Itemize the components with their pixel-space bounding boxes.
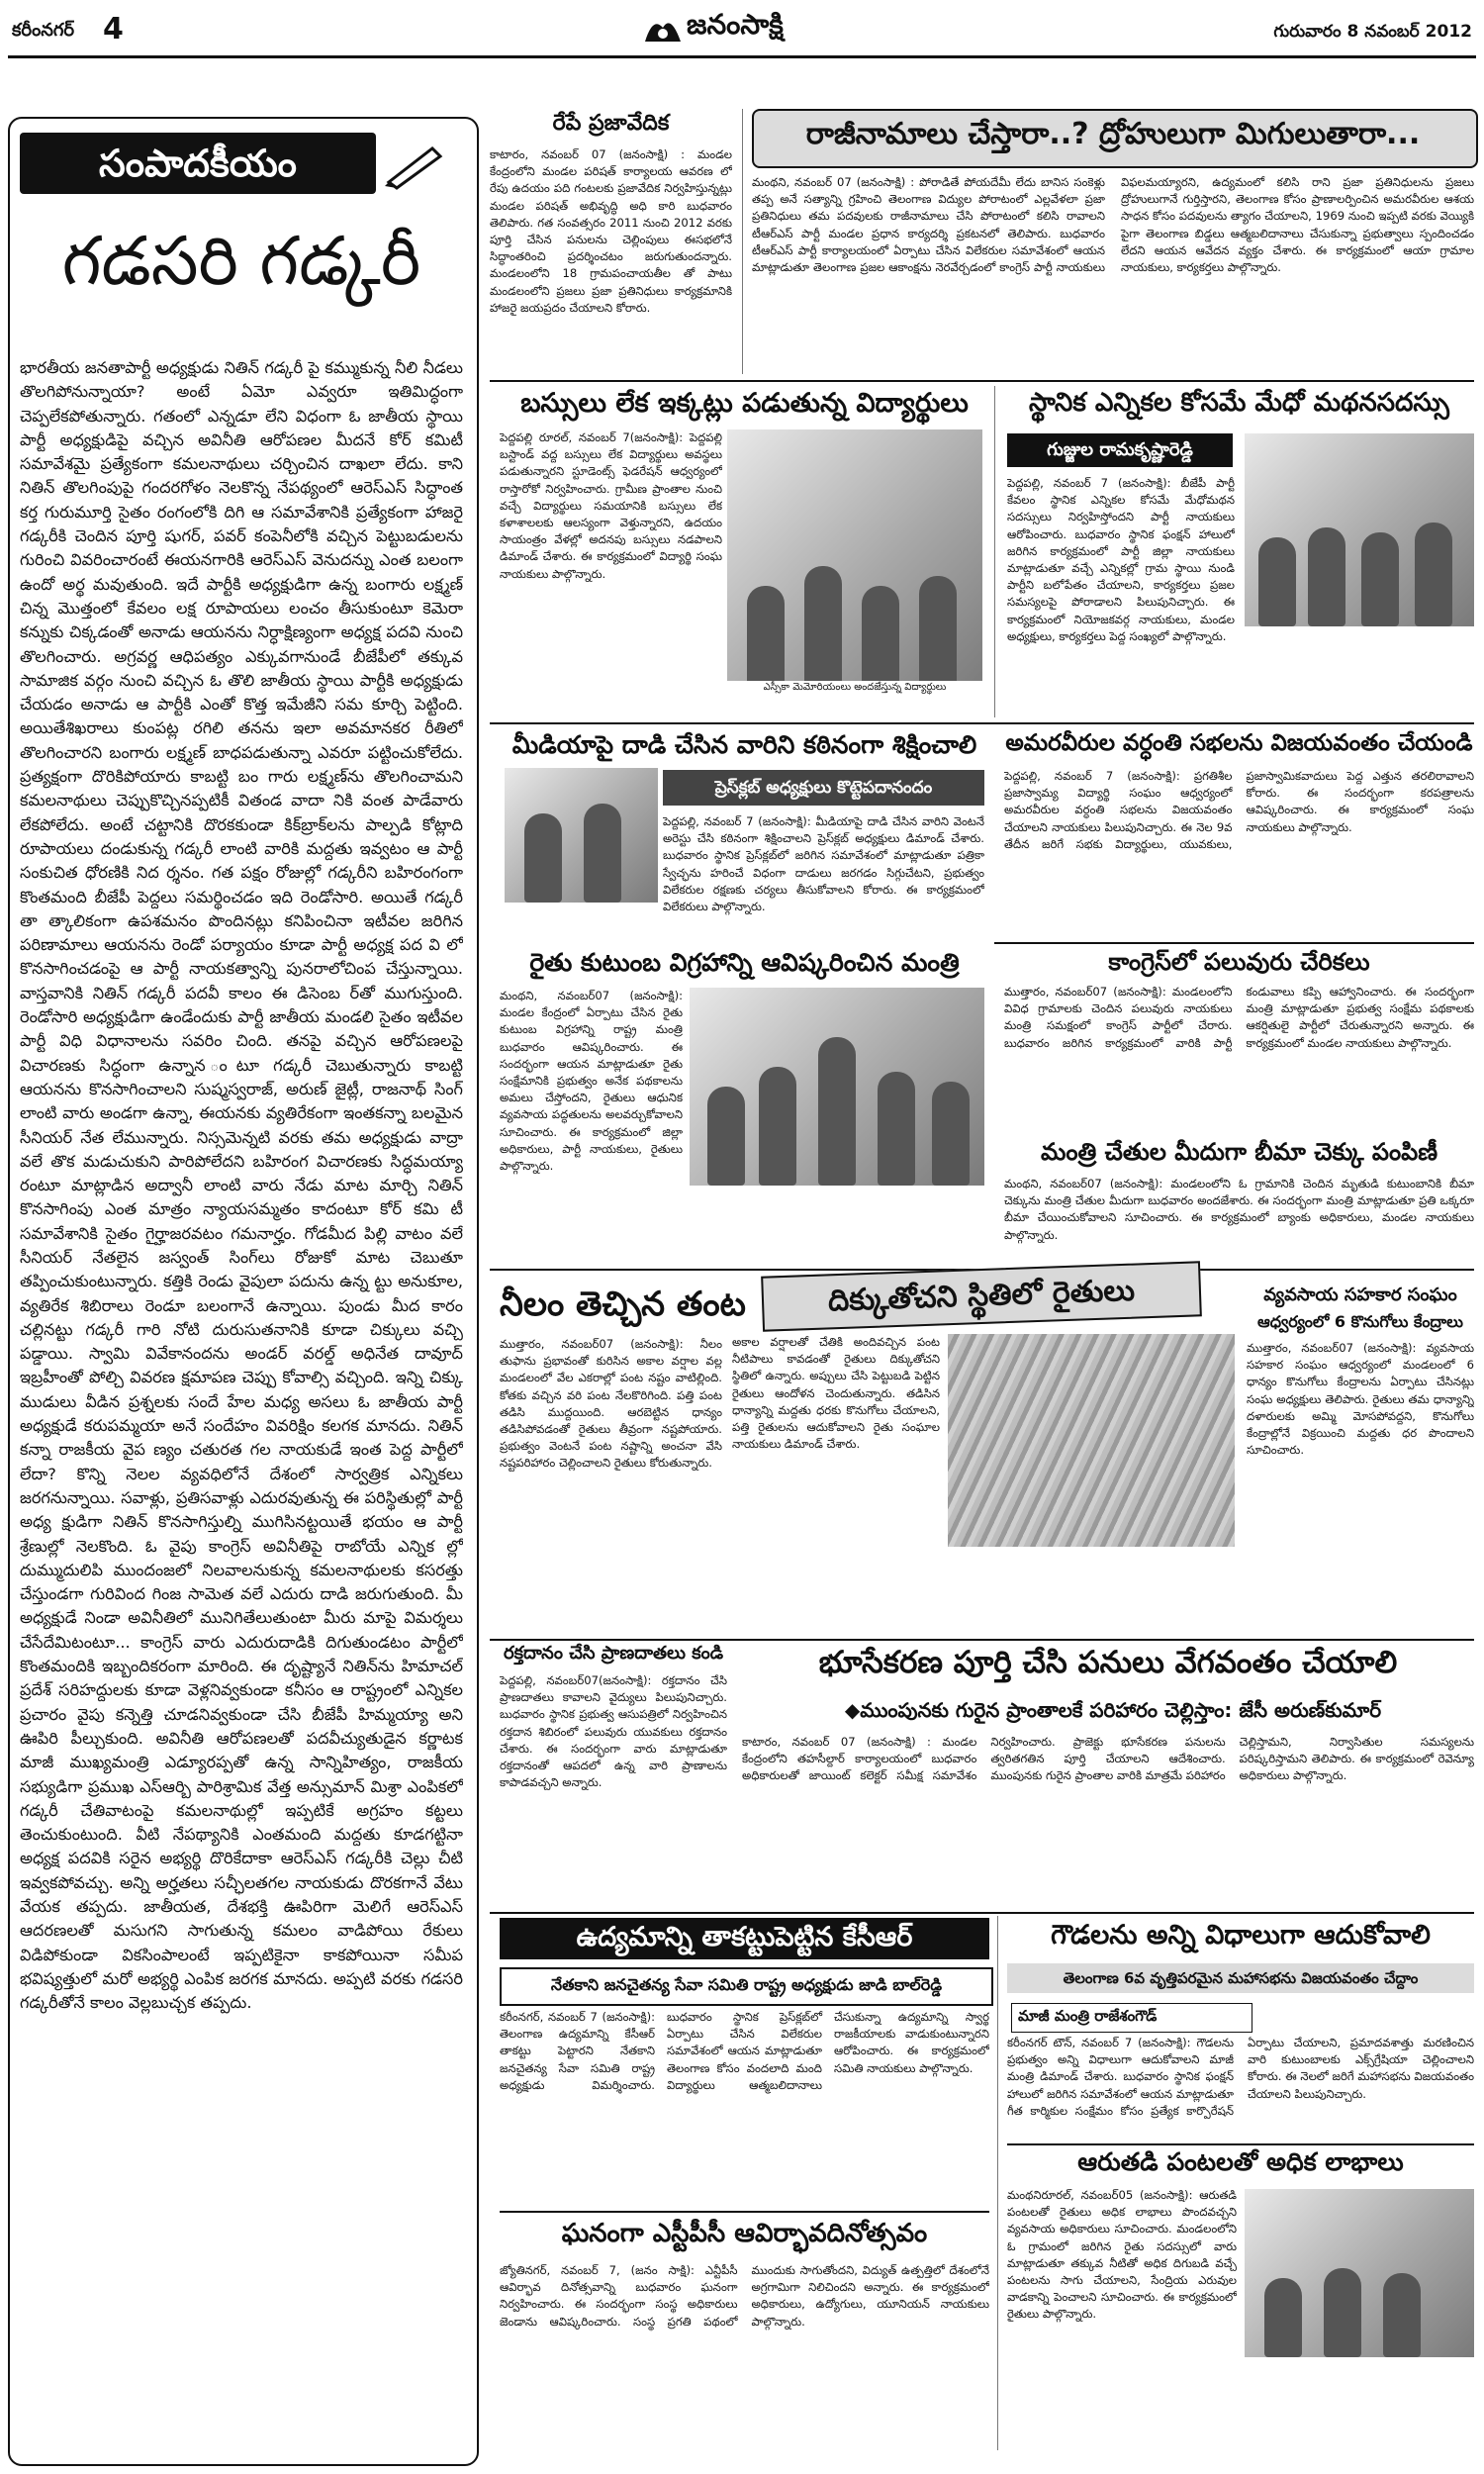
section-rule (490, 380, 1474, 382)
section-rule (1007, 2143, 1474, 2145)
story-resignations-body: మంథని, నవంబర్ 07 (జనంసాక్షి) : పోరాడితే పోయదేమీ లేదు బానిస సంకెళ్లు తప్ప అనే సత్యాన్ని గ్రహించి తెలంగాణ విద్యుల పోరాటంలో ఎల్లవేళలా ప్రజా ప్రతినిధులు తమ పదవులకు రాజీనామాలు చేసి పోరాటంలో కలిసి రావాలని టీఆర్ఎస్ పార్టీ మండల ప్రధాన కార్యదర్శి ప్రకటనలో తెలిపారు. బుధవారం టీఆర్ఎస్ పార్టీ కార్యాలయంలో ఏర్పాటు చేసిన విలేకరుల సమావేశంలో ఆయన మాట్లాడుతూ తెలంగాణ ప్రజల ఆకాంక్షను నెరవేర్చడంలో కాంగ్రెస్ పార్టీ నాయకులు విఫలమయ్యారని, ఉద్యమంలో కలిసి రాని ప్రజా ప్రతినిధులను ప్రజలు ద్రోహులుగానే గుర్తిస్తారని, తెలంగాణ కోసం ప్రాణాలర్పించిన అమరవీరుల ఆశయ సాధన కోసం పదవులను త్యాగం చేయాలని, 1969 నుంచి ఇప్పటి వరకు వెయ్యికి పైగా తెలంగాణ బిడ్డలు ఆత్మబలిదానాలు చేసుకున్నా ప్రభుత్వాలు స్పందించడం లేదని ఆయన ఆవేదన వ్యక్తం చేశారు. ఈ కార్యక్రమంలో ఆయా గ్రామాల నాయకులు, కార్యకర్తలు పాల్గొన్నారు. (752, 175, 1474, 275)
section-rule (994, 942, 1474, 944)
story-buses-body: పెద్దపల్లి రూరల్, నవంబర్ 7(జనంసాక్షి): పెద్దపల్లి బస్టాండ్ వద్ద బస్సులు లేక విద్యార్థులు అవస్థలు పడుతున్నారని స్టూడెంట్స్ ఫెడరేషన్ ఆధ్వర్యంలో రాస్తారోకో నిర్వహించారు. గ్రామీణ ప్రాంతాల నుంచి వచ్చే విద్యార్థులు సమయానికి బస్సులు లేక కళాశాలలకు ఆలస్యంగా వెళ్తున్నారని, ఉదయం సాయంత్రం వేళల్లో అదనపు బస్సులు నడపాలని డిమాండ్ చేశారు. ఈ కార్యక్రమంలో విద్యార్థి సంఘ నాయకులు పాల్గొన్నారు. (500, 430, 722, 581)
story-kcr-body: కరీంనగర్, నవంబర్ 7 (జనంసాక్షి): తెలంగాణ ఉద్యమాన్ని కేసీఆర్ తాకట్టు పెట్టారని నేతకాని జనచైతన్య సేవా సమితి రాష్ట్ర అధ్యక్షుడు విమర్శించారు. బుధవారం స్థానిక ప్రెస్‌క్లబ్‌లో ఏర్పాటు చేసిన విలేకరుల సమావేశంలో ఆయన మాట్లాడుతూ తెలంగాణ కోసం వందలాది మంది విద్యార్థులు ఆత్మబలిదానాలు చేసుకున్నా ఉద్యమాన్ని స్వార్థ రాజకీయాలకు వాడుకుంటున్నారని ఆరోపించారు. ఈ కార్యక్రమంలో సమితి నాయకులు పాల్గొన్నారు. (500, 2010, 989, 2092)
story-martyrs-title: అమరవీరుల వర్ధంతి సభలను విజయవంతం చేయండి (1005, 730, 1473, 756)
story-farmers-body: అకాల వర్షాలతో చేతికి అందివచ్చిన పంట నీటిపాలు కావడంతో రైతులు దిక్కుతోచని స్థితిలో ఉన్నారు. అప్పులు చేసి పెట్టుబడి పెట్టిన రైతులు ఆందోళన చెందుతున్నారు. తడిసిన ధాన్యాన్ని మద్దతు ధరకు కొనుగోలు చేయాలని, పత్తి రైతులను ఆదుకోవాలని రైతు సంఘాల నాయకులు డిమాండ్ చేశారు. (732, 1335, 940, 1452)
masthead-logo (643, 8, 861, 48)
story-ntpc-body: జ్యోతినగర్, నవంబర్ 7, (జనం సాక్షి): ఎన్టీపీసీ ఆవిర్భావ దినోత్సవాన్ని బుధవారం ఘనంగా నిర్వహించారు. ఈ సందర్భంగా సంస్థ అధికారులు జెండాను ఆవిష్కరించారు. సంస్థ ప్రగతి పథంలో ముందుకు సాగుతోందని, విద్యుత్ ఉత్పత్తిలో దేశంలోనే అగ్రగామిగా నిలిచిందని అన్నారు. ఈ కార్యక్రమంలో అధికారులు, ఉద్యోగులు, యూనియన్ నాయకులు పాల్గొన్నారు. (500, 2263, 989, 2329)
story-coop-subhead: ఆధ్వర్యంలో 6 కొనుగోలు కేంద్రాలు (1257, 1312, 1463, 1331)
story-statue-photo (690, 988, 984, 1186)
story-kcr-title: ఉద్యమాన్ని తాకట్టుపెట్టిన కేసీఆర్ (576, 1922, 913, 1952)
editorial-title: గడసరి గడ్కరీ (61, 223, 421, 301)
story-local-polls-photo (1245, 433, 1474, 626)
story-dry-crops-photo (1245, 2189, 1474, 2357)
story-statue-body: మంథని, నవంబర్07 (జనంసాక్షి): మండల కేంద్రంలో ఏర్పాటు చేసిన రైతు కుటుంబ విగ్రహాన్ని రాష్ట్ర మంత్రి బుధవారం ఆవిష్కరించారు. ఈ సందర్భంగా ఆయన మాట్లాడుతూ రైతు సంక్షేమానికి ప్రభుత్వం అనేక పథకాలను అమలు చేస్తోందని, రైతులు ఆధునిక వ్యవసాయ పద్ధతులను అలవర్చుకోవాలని సూచించారు. ఈ కార్యక్రమంలో జిల్లా అధికారులు, పార్టీ నాయకులు, రైతులు పాల్గొన్నారు. (500, 989, 683, 1174)
story-martyrs-body: పెద్దపల్లి, నవంబర్ 7 (జనంసాక్షి): ప్రగతిశీల ప్రజాస్వామ్య విద్యార్థి సంఘం ఆధ్వర్యంలో అమరవీరుల వర్ధంతి సభలను విజయవంతం చేయాలని నాయకులు పిలుపునిచ్చారు. ఈ నెల 9వ తేదీన జరిగే సభకు విద్యార్థులు, యువకులు, ప్రజాస్వామికవాదులు పెద్ద ఎత్తున తరలిరావాలని కోరారు. ఈ సందర్భంగా కరపత్రాలను ఆవిష్కరించారు. ఈ కార్యక్రమంలో సంఘ నాయకులు పాల్గొన్నారు. (1004, 769, 1474, 851)
story-blood-body: పెద్దపల్లి, నవంబర్07(జనంసాక్షి): రక్తదానం చేసి ప్రాణదాతలు కావాలని వైద్యులు పిలుపునిచ్చారు. బుధవారం స్థానిక ప్రభుత్వ ఆసుపత్రిలో నిర్వహించిన రక్తదాన శిబిరంలో పలువురు యువకులు రక్తదానం చేశారు. ఈ సందర్భంగా వారు మాట్లాడుతూ రక్తదానంతో ఆపదలో ఉన్న వారి ప్రాణాలను కాపాడవచ్చని అన్నారు. (500, 1673, 727, 1790)
story-congress-joining-body: ముత్తారం, నవంబర్07 (జనంసాక్షి): మండలంలోని వివిధ గ్రామాలకు చెందిన పలువురు నాయకులు మంత్రి సమక్షంలో కాంగ్రెస్ పార్టీలో చేరారు. బుధవారం జరిగిన కార్యక్రమంలో వారికి పార్టీ కండువాలు కప్పి ఆహ్వానించారు. ఈ సందర్భంగా మంత్రి మాట్లాడుతూ ప్రభుత్వ సంక్షేమ పథకాలకు ఆకర్షితులై పార్టీలో చేరుతున్నారని అన్నారు. ఈ కార్యక్రమంలో మండల నాయకులు పాల్గొన్నారు. (1004, 985, 1474, 1050)
editorial-section-label (20, 133, 376, 194)
story-resignations-title: రాజీనామాలు చేస్తారా..? ద్రోహులుగా మిగులుతారా... (805, 117, 1421, 151)
story-congress-joining-title: కాంగ్రెస్‌లో పలువురు చేరికలు (1108, 948, 1370, 976)
story-gouds-byline: మాజీ మంత్రి రాజేశంగౌడ్ (1011, 2003, 1252, 2033)
column-rule (994, 386, 995, 717)
story-media-attack-title: మీడియాపై దాడి చేసిన వారిని కఠినంగా శిక్షించాలి (511, 730, 977, 759)
story-neelam-body: ముత్తారం, నవంబర్07 (జనంసాక్షి): నీలం తుఫాను ప్రభావంతో కురిసిన అకాల వర్షాల వల్ల మండలంలో వేల ఎకరాల్లో పంట నష్టం వాటిల్లింది. కోతకు వచ్చిన వరి పంట నేలకొరిగింది. పత్తి పంట తడిసి ముద్దయింది. ఆరబెట్టిన ధాన్యం తడిసిపోవడంతో రైతులు తీవ్రంగా నష్టపోయారు. ప్రభుత్వం వెంటనే పంట నష్టాన్ని అంచనా వేసి నష్టపరిహారం చెల్లించాలని రైతులు కోరుతున్నారు. (500, 1337, 722, 1471)
section-rule (490, 722, 1474, 724)
editorial-body: భారతీయ జనతాపార్టీ అధ్యక్షుడు నితిన్ గడ్కరీ పై కమ్ముకున్న నీలి నీడలు తొలగిపోనున్నాయా? అంటే ఏమో ఎవ్వరూ ఇతిమిద్ధంగా చెప్పలేకపోతున్నారు. గతంలో ఎన్నడూ లేని విధంగా ఓ జాతీయ స్థాయి పార్టీ అధ్యక్షుడిపై వచ్చిన అవినీతి ఆరోపణల మీదనే కోర్ కమిటీ సమావేశమై ప్రత్యేకంగా కమలనాథులు చర్చించిన దాఖలా లేదు. కాని నితిన్ తొలగింపుపై గందరగోళం నెలకొన్న నేపథ్యంలో ఆరెస్ఎస్ సిద్ధాంత కర్త గురుమూర్తి సైతం రంగంలోకి దిగి ఆ సమావేశానికి ప్రత్యేకంగా హాజరై గడ్కరీకి చెందిన పూర్తి షుగర్, పవర్ కంపెనీలోకి వచ్చిన పెట్టుబడులను గురించి వివరించారంటే ఈయనగారికి ఆరెస్ఎస్ వెనుదన్ను ఎంత బలంగా ఉందో అర్థ మవుతుంది. ఇదే పార్టీకి అధ్యక్షుడిగా ఉన్న బంగారు లక్ష్మణ్ చిన్న మొత్తంలో కేవలం లక్ష రూపాయలు లంచం తీసుకుంటూ కెమెరా కన్నుకు చిక్కడంతో అనాడు ఆయనను నిర్ధాక్షిణ్యంగా అధ్యక్ష పదవి నుంచి తొలగించారు. అగ్రవర్ణ ఆధిపత్యం ఎక్కువగానుండే బీజేపీలో తక్కువ సామాజిక వర్గం నుంచి వచ్చిన ఓ తొలి జాతీయ స్థాయి పార్టీకి అధ్యక్షుడు చేయడం అనాడు ఆ పార్టీకి ఎంతో కొత్త ఇమేజీని సమ కూర్చి పెట్టింది. అయితేశిఖరాలు కుంపట్ల రగిలి తనను ఇలా అవమానకర రీతిలో తొలగించారని బంగారు లక్ష్మణ్ బాధపడుతున్నా ఎవరూ పట్టించుకోలేదు. ప్రత్యక్షంగా దొరికిపోయారు కాబట్టి బం గారు లక్ష్మణ్‌ను తొలగించామని కమలనాథులు చెప్పుకొచ్చినప్పటికీ వితండ వాదా నికి వంత పాడేవారు లేకపోలేదు. అంటే చట్టానికి దొరకకుండా కిక్‌బ్రాక్‌లను పాల్పడి కోట్లాది రూపాయలు దండుకున్న గడ్కరీ లాంటి వారికి మద్దతు ఇవ్వటం ఆ పార్టీ సంకుచిత ధోరణికి నిద ర్శనం. గత పక్షం రోజుల్లో గడ్కరీని బహిరంగంగా కొంతమంది బీజేపీ పెద్దలు సమర్థించడం ఇది రెండోసారి. అయితే గడ్కరీ తా త్కాలికంగా ఉపశమనం పొందినట్లు కనిపించినా ఇటీవల జరిగిన పరిణామాలు ఆయనను రెండో పర్యాయం కూడా పార్టీ అధ్యక్ష పద వి లో కొనసాగించడంపై ఆ పార్టీ నాయకత్వాన్ని పునరాలోచింప చేస్తున్నాయి. వాస్తవానికి నితిన్ గడ్కరీ పదవీ కాలం ఈ డిసెంబ ర్‌తో ముగుస్తుంది. రెండోసారి అధ్యక్షుడిగా ఉండేందుకు పార్టీ జాతీయ మండలి సైతం ఇటీవల పార్టీ విధి విధానాలను సవరిం చింది. తనపై వచ్చిన ఆరోపణలపై విచారణకు సిద్ధంగా ఉన్నాన ంటూ గడ్కరీ చెబుతున్నారు కాబట్టి ఆయనను కొనసాగించాలని సుష్మస్వరాజ్, అరుణ్ జైట్లీ, రాజనాథ్ సింగ్ లాంటి వారు అండగా ఉన్నా, ఈయనకు వ్యతిరేకంగా ఇంతకన్నా బలమైన సీనియర్ నేత లేమున్నారు. నిస్సమెన్నటి వరకు తమ అధ్యక్షుడు వాద్రా వలే తొక మడుచుకుని పారిపోలేదని బహిరంగ విచారణకు సిద్ధమయ్యా రంటూ మాట్లాడిన అద్వానీ లాంటి వారు నేడు మాట మార్చి నితిన్ కొనసాగింపు ఎంత మాత్రం న్యాయసమ్మతం కాదంటూ కోర్ కమి టీ సమావేశానికి సైతం గైర్హాజరవటం గమనార్హం. గోడమీద పిల్లి వాటం వలే సీనియర్ నేతలైన జస్వంత్ సింగ్‌లు రోజుకో మాట చెబుతూ తప్పించుకుంటున్నారు. కత్తికి రెండు వైపులా పదును ఉన్న ట్టు అనుకూల, వ్యతిరేక శిబిరాలు రెండూ బలంగానే ఉన్నాయి. పుండు మీద కారం చల్లినట్టు గడ్కరీ గారి నోటి దురుసుతనానికి కూడా చిక్కులు వచ్చి పడ్డాయి. స్వామి వివేకానందను అండర్ వరల్డ్ అధినేత దావూద్ ఇబ్రహీంతో పోల్చి వివరణ క్షమాపణ చెప్పు కోవాల్సి వచ్చింది. ఇన్ని చిక్కు ముడులు వీడిన ప్రశ్నలకు సందే హేల మధ్య అసలు ఓ జాతీయ పార్టీ అధ్యక్షుడే కరుపమ్మయా అనే సందేహం వివరిక్షిం కలగక మానదు. నితిన్ కన్నా రాజకీయ వైప ణ్యం చతురత గల నాయకుడే ఇంత పెద్ద పార్టీలో లేదా? కొన్ని నెలల వ్యవధిలోనే దేశంలో సార్వత్రిక ఎన్నికలు జరగనున్నాయి. సవాళ్లు, ప్రతిసవాళ్లు ఎదురవుతున్న ఈ పరిస్థితుల్లో పార్టీ అధ్య క్షుడిగా నితిన్ కొనసాగిస్తుల్ని ముగిసినట్టయితే భయం ఆ పార్టీ శ్రేణుల్లో నెలకొంది. ఓ వైపు కాంగ్రెస్ అవినీతిపై రాబోయే ఎన్నిక ల్లో దుమ్ముదులిపి ముందంజలో నిలవాలనుకున్న కమలనాథులకు కసరత్తు చేస్తుండగా గురివింద గింజ సామెత వలే ఎదురు దాడి జరుగుతుంది. మీ అధ్యక్షుడే నిండా అవినీతిలో మునిగితేలుతుంటా మీరు మాపై విమర్శలు చేసేదేమిటంటూ... కాంగ్రెస్ వారు ఎదురుదాడికి దిగుతుండటం పార్టీలో కొంతమందికి ఇబ్బందికరంగా మారింది. ఈ దృష్ట్యానే నితిన్‌ను హిమాచల్ ప్రదేశ్ సరిహద్దులకు కూడా వెళ్లనివ్వకుండా కనీసం ఆ రాష్ట్రంలో ఎన్నికల ప్రచారం వైపు కన్నెత్తి చూడనివ్వకుండా చేసి బీజేపీ హిమ్మయ్యా అని ఊపిరి పీల్చుకుంది. అవినీతి ఆరోపణలతో పదవీచ్యుతుడైన కర్ణాటక మాజీ ముఖ్యమంత్రి ఎడ్యూరప్పతో ఉన్న సాన్నిహిత్యం, రాజకీయ సభ్యుడిగా ప్రముఖ ఎస్ఆర్బి పారిశ్రామిక వేత్త అన్సుమాన్ మిశ్రా ఎంపికలో గడ్కరీ చేతివాటంపై కమలనాథుల్లో ఇప్పటికే అగ్రహం కట్టలు తెంచుకుంటుంది. వీటి నేపథ్యానికి ఎంతమంది మద్దతు కూడగట్టినా అధ్యక్ష పదవికి సరైన అభ్యర్థి దొరికేదాకా ఆరెస్ఎస్ గడ్కరీకి చెల్లు చీటి ఇవ్వకపోవచ్చు. అన్ని అర్హతలు సచ్ఛీలతగల నాయకుడు దొరకగానే వేటు వేయక తప్పదు. జాతీయత, దేశభక్తి ఊపిరిగా మెలిగే ఆరెస్ఎస్ ఆదరణలతో మసుగని సాగుతున్న కమలం వాడిపోయి రేకులు విడిపోకుండా వికసింపాలంటే ఇప్పటికైనా కాకపోయినా సమీప భవిష్యత్తులో మరో అభ్యర్థి ఎంపిక జరగక మానదు. అప్పటి వరకు గడసరి గడ్కరీతోనే కాలం వెల్లబుచ్చక తప్పదు. (20, 358, 463, 2013)
story-kcr-subhead: నేతకాని జనచైతన్య సేవా సమితి రాష్ట్ర అధ్యక్షుడు జాడి బాల్‌రెడ్డి (500, 1967, 993, 2006)
story-farmers-body-2 (948, 1554, 1235, 1633)
story-buses-title: బస్సులు లేక ఇక్కట్లు పడుతున్న విద్యార్థులు (520, 388, 969, 419)
story-prajavedika-title: రేపే ప్రజావేదిక (552, 111, 670, 136)
story-farmers-title: దిక్కుతోచని స్థితిలో రైతులు (761, 1261, 1202, 1331)
story-local-polls-body: పెద్దపల్లి, నవంబర్ 7 (జనంసాక్షి): బీజేపీ పార్టీ కేవలం స్థానిక ఎన్నికల కోసమే మేధోమథన సదస్సులు నిర్వహిస్తోందని పార్టీ నాయకులు ఆరోపించారు. బుధవారం స్థానిక ఫంక్షన్ హాలులో జరిగిన కార్యక్రమంలో పార్టీ జిల్లా నాయకులు మాట్లాడుతూ వచ్చే ఎన్నికల్లో గ్రామ స్థాయి నుండి పార్టీని బలోపేతం చేయాలని, కార్యకర్తలు ప్రజల సమస్యలపై పోరాడాలని పిలుపునిచ్చారు. ఈ కార్యక్రమంలో నియోజకవర్గ నాయకులు, మండల అధ్యక్షులు, కార్యకర్తలు పెద్ద సంఖ్యలో పాల్గొన్నారు. (1007, 476, 1235, 643)
story-gouds-title: గౌడలను అన్ని విధాలుగా ఆదుకోవాలి (1051, 1920, 1431, 1951)
story-blood-title: రక్తదానం చేసి ప్రాణదాతలు కండి (503, 1643, 724, 1664)
story-dry-crops-body: మంథనిరూరల్, నవంబర్05 (జనంసాక్షి): ఆరుతడి పంటలతో రైతులు అధిక లాభాలు పొందవచ్చని వ్యవసాయ అధికారులు సూచించారు. మండలంలోని ఓ గ్రామంలో జరిగిన రైతు సదస్సులో వారు మాట్లాడుతూ తక్కువ నీటితో అధిక దిగుబడి వచ్చే పంటలను సాగు చేయాలని, సేంద్రియ ఎరువుల వాడకాన్ని పెంచాలని సూచించారు. ఈ కార్యక్రమంలో రైతులు పాల్గొన్నారు. (1007, 2188, 1237, 2322)
story-media-attack-subhead: ప్రెస్‌క్లబ్ అధ్యక్షులు కొట్టెపదానందం (663, 770, 984, 806)
story-land-subhead: ◆ముంపునకు గురైన ప్రాంతాలకే పరిహారం చెల్లిస్తాం: జేసీ అరుణ్‌కుమార్ (844, 1698, 1382, 1722)
section-rule (490, 1912, 1474, 1914)
section-rule (490, 1639, 1474, 1641)
story-buses-photo (727, 429, 982, 695)
paper-emblem-icon (643, 12, 683, 46)
masthead-rule (8, 55, 1476, 58)
issue-date: గురువారం 8 నవంబర్ 2012 (1273, 22, 1472, 42)
pen-icon (381, 141, 450, 190)
story-media-attack-body: పెద్దపల్లి, నవంబర్ 7 (జనంసాక్షి): మీడియాపై దాడి చేసిన వారిని వెంటనే అరెస్టు చేసి కఠినంగా శిక్షించాలని ప్రెస్‌క్లబ్ అధ్యక్షులు డిమాండ్ చేశారు. బుధవారం స్థానిక ప్రెస్‌క్లబ్‌లో జరిగిన సమావేశంలో మాట్లాడుతూ పత్రికా స్వేచ్ఛను హరించే విధంగా దాడులు జరగడం సిగ్గుచేటని, ప్రభుత్వం విలేకరుల రక్షణకు చర్యలు తీసుకోవాలని కోరారు. ఈ కార్యక్రమంలో విలేకరులు పాల్గొన్నారు. (663, 814, 984, 914)
column-rule (997, 1916, 998, 2450)
story-local-polls-byline: గుజ్జుల రామకృష్ణారెడ్డి (1007, 433, 1233, 467)
page-number: 4 (103, 12, 124, 47)
story-farmers-photo (948, 1334, 1235, 1547)
story-ntpc-title: ఘనంగా ఎస్టీపీసీ ఆవిర్భావదినోత్సవం (561, 2219, 928, 2248)
story-gouds-subhead: తెలంగాణ 6వ వృత్తిపరమైన మహాసభను విజయవంతం చేద్దాం (1007, 1963, 1474, 1993)
story-land-body: కాటారం, నవంబర్ 07 (జనంసాక్షి) : మండల కేంద్రంలోని తహసీల్దార్ కార్యాలయంలో బుధవారం అధికారులతో జాయింట్ కలెక్టర్ సమీక్ష సమావేశం నిర్వహించారు. ప్రాజెక్టు భూసేకరణ పనులను త్వరితగతిన పూర్తి చేయాలని ఆదేశించారు. ముంపునకు గురైన ప్రాంతాల వారికి మాత్రమే పరిహారం చెల్లిస్తామని, నిర్వాసితుల సమస్యలను పరిష్కరిస్తామని తెలిపారు. ఈ కార్యక్రమంలో రెవెన్యూ అధికారులు పాల్గొన్నారు. (742, 1735, 1474, 1783)
story-media-attack-photo (505, 768, 658, 903)
story-prajavedika-body: కాటారం, నవంబర్ 07 (జనంసాక్షి) : మండల కేంద్రంలోని మండల పరిషత్ కార్యాలయ ఆవరణ లో రేపు ఉదయం పది గంటలకు ప్రజావేదిక నిర్వహిస్తున్నట్లు మండల పరిషత్ అభివృద్ధి అధి కారి బుధవారం తెలిపారు. గత సంవత్సరం 2011 నుంచి 2012 వరకు పూర్తి చేసిన పనులను చెల్లింపులు ఈసభలోనే సిద్ధాంతరించి ప్రదర్శించటం జరుగుతుందన్నారు. మండలంలోని 18 గ్రామపంచాయతీల తో పాటు మండలంలోని ప్రజలు ప్రజా ప్రతినిధులు కార్యక్రమానికి హాజరై జయప్రదం చేయాలని కోరారు. (490, 147, 732, 315)
page-label: కరీంనగర్ (12, 20, 74, 41)
story-neelam-title: నీలం తెచ్చిన తంట (500, 1285, 746, 1324)
story-coop-title: వ్యవసాయ సహకార సంఘం (1263, 1285, 1457, 1305)
story-insurance-body: మంథని, నవంబర్07 (జనంసాక్షి): మండలంలోని ఓ గ్రామానికి చెందిన మృతుడి కుటుంబానికి బీమా చెక్కును మంత్రి చేతుల మీదుగా బుధవారం అందజేశారు. ఈ సందర్భంగా మంత్రి మాట్లాడుతూ ప్రతి ఒక్కరూ బీమా చేయించుకోవాలని సూచించారు. ఈ కార్యక్రమంలో బ్యాంకు అధికారులు, మండల నాయకులు పాల్గొన్నారు. (1004, 1177, 1474, 1242)
paper-name: జనంసాక్షి (687, 8, 784, 41)
column-rule (742, 109, 743, 374)
story-dry-crops-title: ఆరుతడి పంటలతో అధిక లాభాలు (1077, 2147, 1404, 2176)
story-gouds-body: కరీంనగర్ టౌన్, నవంబర్ 7 (జనంసాక్షి): గౌడలను ప్రభుత్వం అన్ని విధాలుగా ఆదుకోవాలని మాజీ మంత్రి డిమాండ్ చేశారు. బుధవారం స్థానిక ఫంక్షన్ హాలులో జరిగిన సమావేశంలో ఆయన మాట్లాడుతూ గీత కార్మికుల సంక్షేమం కోసం ప్రత్యేక కార్పొరేషన్ ఏర్పాటు చేయాలని, ప్రమాదవశాత్తు మరణించిన వారి కుటుంబాలకు ఎక్స్‌గ్రేషియా చెల్లించాలని కోరారు. ఈ నెలలో జరిగే మహాసభను విజయవంతం చేయాలని పిలుపునిచ్చారు. (1007, 2036, 1474, 2118)
story-land-title: భూసేకరణ పూర్తి చేసి పనులు వేగవంతం చేయాలి (818, 1645, 1398, 1680)
story-local-polls-title: స్థానిక ఎన్నికల కోసమే మేధో మథనసదస్సు (1029, 388, 1449, 418)
story-coop-body: ముత్తారం, నవంబర్07 (జనంసాక్షి): వ్యవసాయ సహకార సంఘం ఆధ్వర్యంలో మండలంలో 6 ధాన్యం కొనుగోలు కేంద్రాలను ఏర్పాటు చేసినట్లు సంఘ అధ్యక్షులు తెలిపారు. రైతులు తమ ధాన్యాన్ని దళారులకు అమ్మి మోసపోవద్దని, కొనుగోలు కేంద్రాల్లోనే విక్రయించి మద్దతు ధర పొందాలని సూచించారు. (1247, 1341, 1474, 1458)
story-buses-caption: ఎస్సీకా మెమోరియంలు అందజేస్తున్న విద్యార్థులు (727, 681, 982, 695)
section-rule (500, 2211, 989, 2213)
story-statue-title: రైతు కుటుంబ విగ్రహాన్ని ఆవిష్కరించిన మంత్రి (529, 948, 960, 977)
editorial-section-text: సంపాదకీయం (99, 142, 297, 185)
story-insurance-title: మంత్రి చేతుల మీదుగా బీమా చెక్కు పంపిణీ (1040, 1138, 1438, 1166)
